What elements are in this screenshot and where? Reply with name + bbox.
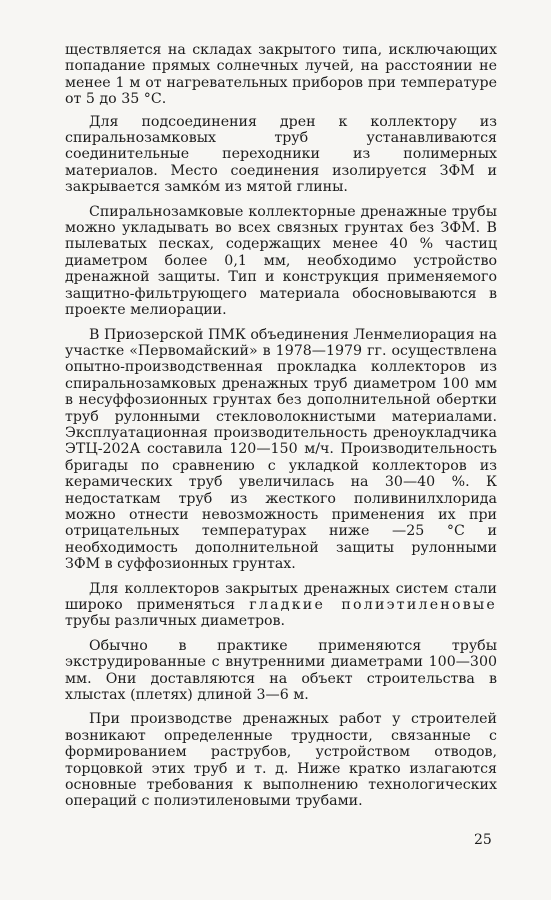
page-number: 25 bbox=[474, 832, 492, 848]
paragraph-polyethylene-before: Для коллекторов закрытых дренажных систем стали широко применяться bbox=[65, 580, 497, 613]
paragraph-polyethylene-emphasis: гладкие полиэтиленовые bbox=[249, 597, 497, 613]
paragraph-spiral-pipes: Спиральнозамковые коллекторные дренажные трубы можно укладывать во всех связных грунтах без ЗФМ. В пылеватых песках, содержащих менее 40 % частиц диаметром более 0,1 мм, необходимо устройство дренажной защиты. Тип и конструкция применяемого защитно-фильтрующего материала обосновываются в проекте мелиорации. bbox=[65, 203, 497, 319]
paragraph-polyethylene-after: трубы различных диаметров. bbox=[65, 613, 286, 630]
paragraph-continuation: ществляется на складах закрытого типа, исключающих попадание прямых солнечных лучей, на расстоянии не менее 1 м от нагревательных приборов при температуре от 5 до 35 °С. bbox=[65, 42, 497, 108]
paragraph-priozersk-experience: В Приозерской ПМК объединения Ленмелиорация на участке «Первомайский» в 1978—1979 гг. осуществлена опытно-производственная прокладка коллекторов из спиральнозамковых дренажных труб диаметром 100 мм в несуффозионных грунтах без дополнительной обертки труб рулонными стекловолокнистыми материалами. Эксплуатационная производительность дреноукладчика ЭТЦ-202А составила 120—150 м/ч. Производительность бригады по сравнению с укладкой коллекторов из керамических труб увеличилась на 30—40 %. К недостаткам труб из жесткого поливинилхлорида можно отнести невозможность применения их при отрицательных температурах ниже —25 °С и необходимость дополнительной защиты рулонными ЗФМ в суффозионных грунтах. bbox=[65, 326, 497, 573]
paragraph-difficulties: При производстве дренажных работ у строителей возникают определенные трудности, связанные с формированием раструбов, устройством отводов, торцовкой этих труб и т. д. Ниже кратко излагаются основные требования к выполнению технологических операций с полиэтиленовыми трубами. bbox=[65, 711, 497, 810]
page-body bbox=[65, 42, 497, 818]
paragraph-drain-connection: Для подсоединения дрен к коллектору из спиральнозамковых труб устанавливаются соединительные переходники из полимерных материалов. Место соединения изолируется ЗФМ и закрывается замко́м из мятой глины. bbox=[65, 113, 497, 196]
paragraph-polyethylene-pipes bbox=[65, 581, 497, 630]
paragraph-extruded-pipes: Обычно в практике применяются трубы экструдированные с внутренними диаметрами 100—300 мм. Они доставляются на объект строительства в хлыстах (плетях) длиной 3—6 м. bbox=[65, 637, 497, 704]
